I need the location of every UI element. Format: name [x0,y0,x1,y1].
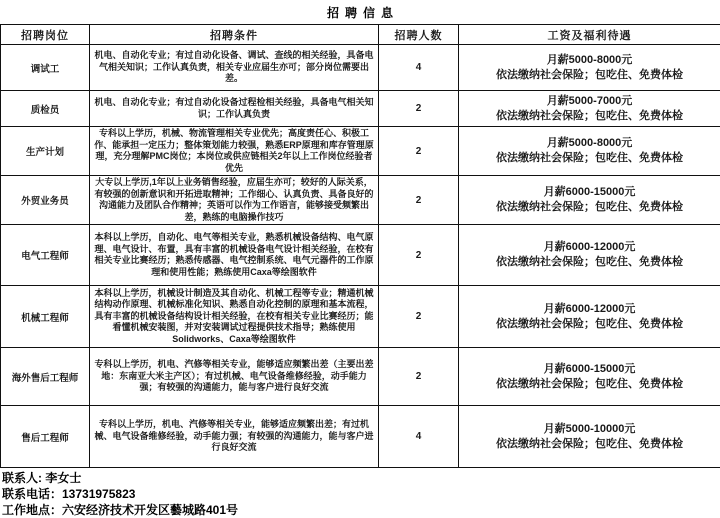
page-title: 招聘信息 [0,0,720,24]
requirements-cell: 大专以上学历,1年以上业务销售经验，应届生亦可；较好的人际关系，有较强的创新意识和开拓进取精神；工作细心、认真负责、具备良好的沟通能力及团队合作精神；英语可以作为工作语言，能够接受频繁出差，熟练的电脑操作技巧 [90,176,379,225]
table-row [1,176,720,225]
col-header-salary: 工资及福利待遇 [459,25,720,45]
requirements-cell: 专科以上学历，机械、物流管理相关专业优先；高度责任心、积极工作、能承担一定压力；整体策划能力较强，熟悉ERP原理和库存管理原理，充分理解PMC岗位；本岗位或供应链相关2年以上工作岗位经验者优先 [90,127,379,176]
position-cell: 电气工程师 [1,225,90,286]
salary-benefits: 依法缴纳社会保险；包吃住、免费体检 [463,151,716,166]
count-cell: 2 [379,286,459,348]
count-cell: 2 [379,225,459,286]
requirements-cell: 机电、自动化专业；有过自动化设备过程检相关经验，具备电气相关知识；工作认真负责 [90,91,379,127]
table-row [1,127,720,176]
salary-cell [459,225,720,286]
position-cell: 质检员 [1,91,90,127]
recruitment-table [0,24,720,468]
count-cell: 2 [379,176,459,225]
col-header-count: 招聘人数 [379,25,459,45]
position-cell: 海外售后工程师 [1,348,90,406]
col-header-position: 招聘岗位 [1,25,90,45]
table-row [1,286,720,348]
count-cell: 2 [379,91,459,127]
salary-cell [459,406,720,468]
table-header-row [1,25,720,45]
salary-amount: 月薪6000-15000元 [463,362,716,377]
salary-cell [459,348,720,406]
table-row [1,91,720,127]
salary-benefits: 依法缴纳社会保险；包吃住、免费体检 [463,200,716,215]
salary-cell [459,91,720,127]
position-cell: 调试工 [1,45,90,91]
contact-person: 联系人: 李女士 [2,470,720,486]
requirements-cell: 本科以上学历，自动化、电气等相关专业，熟悉机械设备结构、电气原理、电气设计、布置，具有丰富的机械设备电气设计相关经验，在校有相关专业比赛经历；熟悉传感器、电气控制系统、电气元器件的工作原理和使用性能；熟练使用Caxa等绘图软件 [90,225,379,286]
table-row [1,406,720,468]
salary-benefits: 依法缴纳社会保险；包吃住、免费体检 [463,317,716,332]
count-cell: 4 [379,45,459,91]
salary-amount: 月薪6000-15000元 [463,185,716,200]
salary-cell [459,45,720,91]
requirements-cell: 专科以上学历，机电、汽修等相关专业，能够适应频繁出差（主要出差地：东南亚大米主产区）；有过机械、电气设备维修经验，动手能力强；有较强的沟通能力，能与客户进行良好交流 [90,348,379,406]
contact-phone: 联系电话：13731975823 [2,486,720,502]
position-cell: 生产计划 [1,127,90,176]
count-cell: 2 [379,127,459,176]
count-cell: 2 [379,348,459,406]
salary-cell [459,176,720,225]
table-body [1,45,720,468]
requirements-cell: 机电、自动化专业；有过自动化设备、调试、查线的相关经验，具备电气相关知识；工作认真负责，相关专业应届生亦可；部分岗位需要出差。 [90,45,379,91]
position-cell: 外贸业务员 [1,176,90,225]
col-header-requirements: 招聘条件 [90,25,379,45]
salary-amount: 月薪6000-12000元 [463,240,716,255]
salary-amount: 月薪6000-12000元 [463,302,716,317]
salary-amount: 月薪5000-8000元 [463,136,716,151]
position-cell: 售后工程师 [1,406,90,468]
count-cell: 4 [379,406,459,468]
requirements-cell: 本科以上学历，机械设计制造及其自动化、机械工程等专业；精通机械结构动作原理、机械标准化知识、熟悉自动化控制的原理和基本流程，具有丰富的机械设备结构设计相关经验，在校有相关专业比赛经历；能看懂机械安装图，并对安装调试过程提供技术指导；熟练使用Solidworks、Caxa等绘图软件 [90,286,379,348]
salary-benefits: 依法缴纳社会保险；包吃住、免费体检 [463,255,716,270]
table-row [1,45,720,91]
salary-benefits: 依法缴纳社会保险；包吃住、免费体检 [463,437,716,452]
salary-benefits: 依法缴纳社会保险；包吃住、免费体检 [463,68,716,83]
salary-amount: 月薪5000-8000元 [463,53,716,68]
requirements-cell: 专科以上学历，机电、汽修等相关专业，能够适应频繁出差；有过机械、电气设备维修经验，动手能力强；有较强的沟通能力，能与客户进行良好交流 [90,406,379,468]
contact-footer [0,468,720,518]
position-cell: 机械工程师 [1,286,90,348]
salary-amount: 月薪5000-7000元 [463,94,716,109]
table-row [1,348,720,406]
salary-benefits: 依法缴纳社会保险；包吃住、免费体检 [463,109,716,124]
salary-benefits: 依法缴纳社会保险；包吃住、免费体检 [463,377,716,392]
salary-amount: 月薪5000-10000元 [463,422,716,437]
table-row [1,225,720,286]
salary-cell [459,127,720,176]
salary-cell [459,286,720,348]
work-address: 工作地点：六安经济技术开发区藝城路401号 [2,502,720,518]
